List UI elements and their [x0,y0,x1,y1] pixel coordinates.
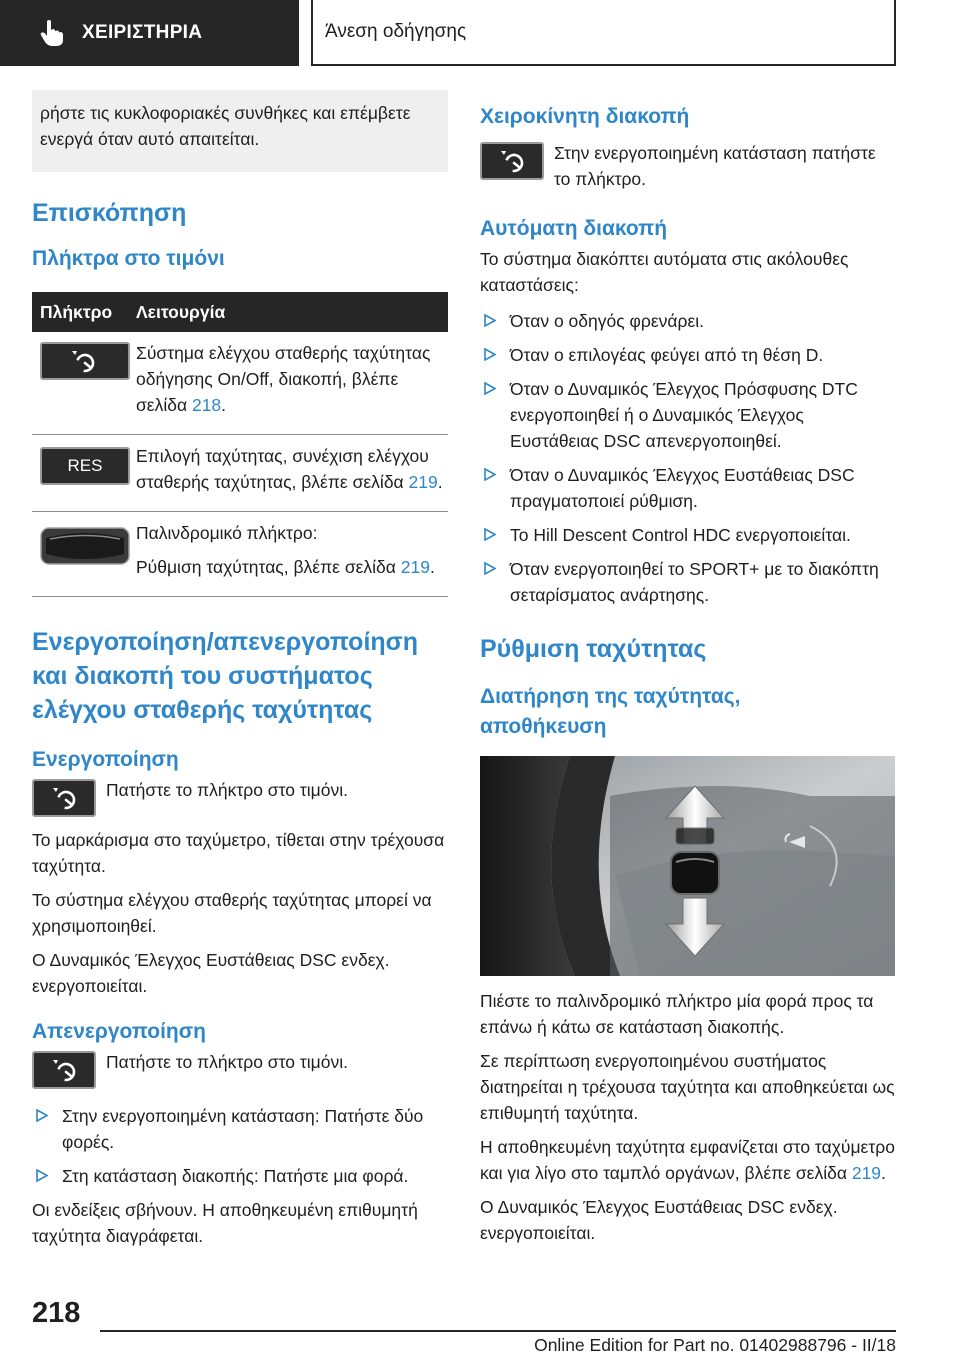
deactivation-text: Οι ενδείξεις σβήνουν. Η αποθηκευμένη επιθυμητή ταχύτητα διαγράφεται. [32,1200,418,1246]
page-link[interactable]: 219 [851,1163,882,1183]
left-column [32,90,448,1249]
speed-setting-heading: Ρύθμιση ταχύτητας [480,635,707,663]
chapter-title: Άνεση οδήγησης [325,21,467,42]
right-column: Χειροκίνητη διακοπή Στην ενεργοποιημένη κατάσταση πατήστε το πλήκτρο. Αυτόματη διακοπή Το σύστημα διακόπτει αυτόματα στις ακόλουθες καταστάσεις: Όταν ο οδηγός φρενάρει. Όταν ο επιλογέας φεύγει από τη θέση D. Όταν ο Δυναμικός Έλεγχος Πρόσφυσης DTC ενεργοποιηθεί ή ο Δυναμικός Έλεγχος Ευστάθειας DSC απενεργοποιηθεί. Όταν ο Δυναμικός Έλεγχος Ευστάθειας DSC πραγματοποιεί ρύθμιση. Το Hill Descent Control HDC ενεργοποιείται. Όταν ενεργοποιηθεί το SPORT+ με το διακόπτη σεταρίσματος ανάρτησης. Ρύθμιση ταχύτητας Διατήρηση της ταχύτητας, αποθήκευση Πιέστε το παλινδρομικό πλήκτρο μία φορά προς τα επάνω ή κάτω σε κατάσταση διακοπής. Σε περίπτωση ενεργοποιημένου συστήματος διατηρείται η τρέχουσα ταχύτητα και αποθηκεύεται ως επιθυμητή ταχύτητα. Η αποθηκευμένη ταχύτητα εμφανίζεται στο ταχύμετρο και για λίγο στο ταμπλό οργάνων, βλέπε σελίδα 219. Ο Δυναμικός Έλεγχος Ευστάθειας DSC ενδεχ. ενεργοποιείται. [480,102,895,1246]
section-title: ΧΕΙΡΙΣΤΗΡΙΑ [82,22,203,43]
list-item: Όταν ο επιλογέας φεύγει από τη θέση D. [480,342,895,368]
triangle-bullet-icon [484,382,496,395]
row-function-text: Επιλογή ταχύτητας, συνέχιση ελέγχου σταθερής ταχύτητας, βλέπε σελίδα [136,446,429,492]
triangle-bullet-icon [36,1109,48,1122]
triangle-bullet-icon [484,528,496,541]
section-tab[interactable] [0,0,299,66]
triangle-bullet-icon [484,314,496,327]
deactivation-instruction: Πατήστε το πλήκτρο στο τιμόνι. [106,1052,348,1072]
page-number: 218 [32,1297,81,1329]
list-item: Το Hill Descent Control HDC ενεργοποιείται. [480,522,895,548]
auto-interrupt-list [480,308,895,608]
rocker-switch-icon [40,526,136,573]
edition-text: Online Edition for Part no. 01402988796 - II/18 [534,1335,896,1355]
auto-interrupt-heading: Αυτόματη διακοπή [480,217,668,240]
triangle-bullet-icon [484,562,496,575]
page-footer [0,1290,960,1362]
page-link[interactable]: 219 [408,472,438,492]
page-link[interactable]: 219 [400,557,430,577]
manual-interrupt-text: Στην ενεργοποιημένη κατάσταση πατήστε το πλήκτρο. [554,143,876,189]
warning-note-box [32,90,448,172]
activation-instruction: Πατήστε το πλήκτρο στο τιμόνι. [106,780,348,800]
steering-keys-table [32,292,448,597]
list-item: Όταν ο Δυναμικός Έλεγχος Ευστάθειας DSC πραγματοποιεί ρύθμιση. [480,462,895,514]
column-header-function: Λειτουργία [136,292,448,332]
speed-text-2: Σε περίπτωση ενεργοποιημένου συστήματος διατηρείται η τρέχουσα ταχύτητα και αποθηκεύεται ως επιθυμητή ταχύτητα. [480,1051,895,1123]
cruise-control-button-icon [32,1051,96,1089]
table-header-row [32,292,448,332]
cruise-control-button-icon [32,779,96,817]
page-link[interactable]: 218 [191,395,222,415]
activation-heading: Ενεργοποίηση [32,748,179,771]
triangle-bullet-icon [36,1169,48,1182]
activation-text-2: Το σύστημα ελέγχου σταθερής ταχύτητας μπορεί να χρησιμοποιηθεί. [32,890,432,936]
list-item: Όταν ο οδηγός φρενάρει. [480,308,895,334]
speed-text-1: Πιέστε το παλινδρομικό πλήκτρο μία φορά προς τα επάνω ή κάτω σε κατάσταση διακοπής. [480,991,874,1037]
activation-text-1: Το μαρκάρισμα στο ταχύμετρο, τίθεται στην τρέχουσα ταχύτητα. [32,830,445,876]
manual-interrupt-heading: Χειροκίνητη διακοπή [480,105,690,128]
activation-text-3: Ο Δυναμικός Έλεγχος Ευστάθειας DSC ενδεχ. ενεργοποιείται. [32,950,390,996]
cruise-control-button-icon [480,142,544,180]
row-function-title: Παλινδρομικό πλήκτρο: [136,523,318,543]
speed-text-4: Ο Δυναμικός Έλεγχος Ευστάθειας DSC ενδεχ. ενεργοποιείται. [480,1197,838,1243]
table-row: Παλινδρομικό πλήκτρο: Ρύθμιση ταχύτητας, βλέπε σελίδα 219. [32,512,448,597]
auto-interrupt-intro: Το σύστημα διακόπτει αυτόματα στις ακόλουθες καταστάσεις: [480,249,849,295]
list-item: Στη κατάσταση διακοπής: Πατήστε μια φορά. [32,1163,448,1189]
triangle-bullet-icon [484,468,496,481]
row-function-text: Σύστημα ελέγχου σταθερής ταχύτητας οδήγησης On/Off, διακοπή, βλέπε σελίδα [136,343,431,415]
chapter-tab[interactable] [311,0,896,66]
table-row: Σύστημα ελέγχου σταθερής ταχύτητας οδήγησης On/Off, διακοπή, βλέπε σελίδα 218. [32,332,448,435]
note-text: ρήστε τις κυκλοφοριακές συνθήκες και επέμβετε ενεργά όταν αυτό απαιτείται. [40,103,411,149]
list-item: Στην ενεργοποιημένη κατάσταση: Πατήστε δύο φορές. [32,1103,448,1155]
overview-heading: Επισκόπηση [32,199,187,227]
table-row: RES Επιλογή ταχύτητας, συνέχιση ελέγχου σταθερής ταχύτητας, βλέπε σελίδα 219. [32,435,448,512]
header-bar [0,0,960,66]
activation-section-heading: Ενεργοποίηση/απενεργοποίηση και διακοπή του συστήματος ελέγχου σταθερής ταχύτητας [32,628,419,724]
deactivation-heading: Απενεργοποίηση [32,1020,206,1043]
list-item: Όταν ο Δυναμικός Έλεγχος Πρόσφυσης DTC ενεργοποιηθεί ή ο Δυναμικός Έλεγχος Ευστάθειας DSC απενεργοποιηθεί. [480,376,895,454]
column-header-key: Πλήκτρο [32,292,136,332]
steering-keys-heading: Πλήκτρα στο τιμόνι [32,247,225,270]
speed-text-3: Η αποθηκευμένη ταχύτητα εμφανίζεται στο ταχύμετρο και για λίγο στο ταμπλό οργάνων, βλέπε σελίδα [480,1137,895,1183]
deactivation-list [32,1103,448,1189]
steering-wheel-photo [480,756,895,976]
res-button-icon: RES [40,447,130,485]
cruise-control-button-icon [40,342,130,380]
maintain-speed-heading: Διατήρηση της ταχύτητας, αποθήκευση [480,685,741,738]
hand-pointer-icon [40,19,64,47]
triangle-bullet-icon [484,348,496,361]
list-item: Όταν ενεργοποιηθεί το SPORT+ με το διακόπτη σεταρίσματος ανάρτησης. [480,556,895,608]
row-function-text: Ρύθμιση ταχύτητας, βλέπε σελίδα [136,557,401,577]
